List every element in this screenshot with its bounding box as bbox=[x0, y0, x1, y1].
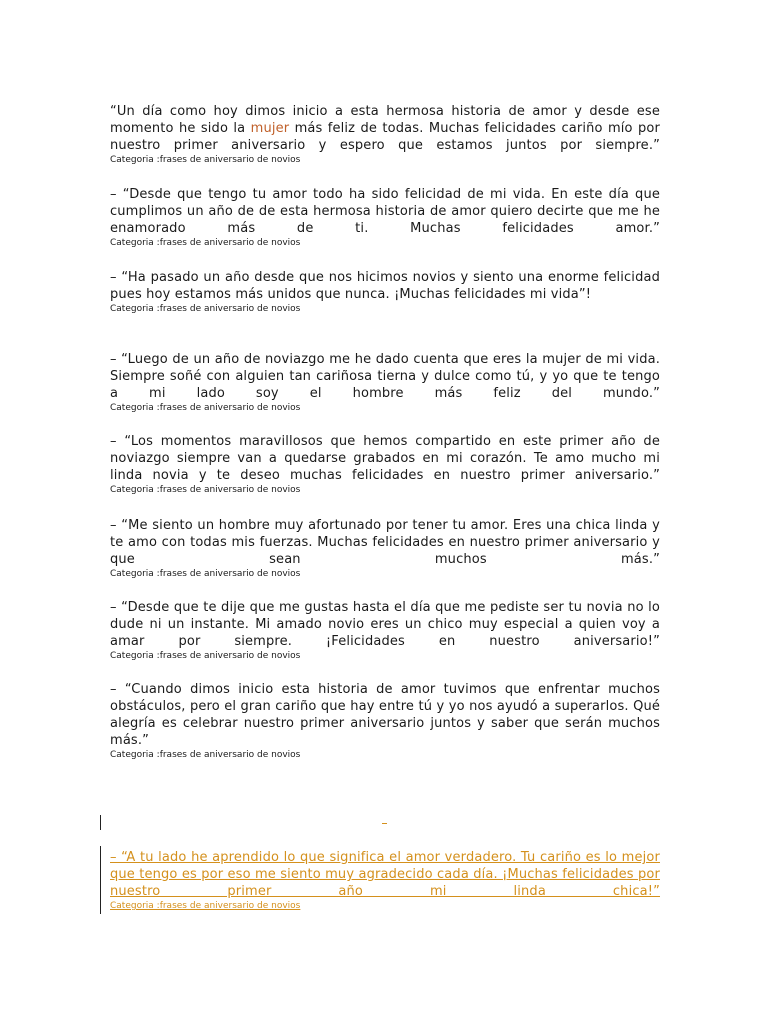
underline-mark bbox=[382, 823, 387, 824]
quote-entry-5 bbox=[110, 433, 660, 496]
highlighted-word: mujer bbox=[250, 121, 290, 136]
quote-text: – “Me siento un hombre muy afortunado por tener tu amor. Eres una chica linda y te amo con todas mis fuerzas. Muchas felicidades en nuestro primer aniversario y que sean muchos más.” bbox=[110, 518, 660, 567]
quote-text: – “Luego de un año de noviazgo me he dado cuenta que eres la mujer de mi vida. Siempre soñé con alguien tan cariñosa tierna y dulce como tú, y yo que te tengo a mi lado soy el hombre más feliz del mundo.” bbox=[110, 352, 660, 401]
quote-entry-7 bbox=[110, 599, 660, 662]
quote-entry-2 bbox=[110, 186, 660, 249]
quote-entry-3 bbox=[110, 269, 660, 315]
quote-text: – “Desde que tengo tu amor todo ha sido felicidad de mi vida. En este día que cumplimos un año de de esta hermosa historia de amor quiero decirte que me he enamorado más de ti. Muchas felicidades amor.” bbox=[110, 187, 660, 236]
category-label: Categoria :frases de aniversario de novios bbox=[110, 238, 301, 248]
text-cursor bbox=[100, 815, 101, 830]
category-label: Categoria :frases de aniversario de novios bbox=[110, 485, 301, 495]
quote-entry-6 bbox=[110, 517, 660, 580]
linked-quote-entry[interactable] bbox=[110, 849, 660, 912]
quote-text: “Un día como hoy dimos inicio a esta hermosa historia de amor y desde ese momento he sido la mujer más feliz de todas. Muchas felicidades cariño mío por nuestro primer aniversario y espero que estamos juntos por siempre.” bbox=[110, 104, 660, 153]
margin-bar bbox=[100, 846, 101, 914]
category-label: Categoria :frases de aniversario de novios bbox=[110, 155, 301, 165]
category-label: Categoria :frases de aniversario de novios bbox=[110, 750, 301, 760]
quote-entry-4 bbox=[110, 351, 660, 414]
category-label: Categoria :frases de aniversario de novios bbox=[110, 403, 301, 413]
quote-text: – “Ha pasado un año desde que nos hicimos novios y siento una enorme felicidad pues hoy estamos más unidos que nunca. ¡Muchas felicidades mi vida”! bbox=[110, 270, 660, 302]
category-label: Categoria :frases de aniversario de novios bbox=[110, 569, 301, 579]
linked-quote-text[interactable]: – “A tu lado he aprendido lo que significa el amor verdadero. Tu cariño es lo mejor que tengo es por eso me siento muy agradecido cada día. ¡Muchas felicidades por nuestro primer año mi linda chica!” bbox=[110, 850, 660, 899]
linked-category-label[interactable]: Categoria :frases de aniversario de novios bbox=[110, 901, 301, 911]
quote-text: – “Los momentos maravillosos que hemos compartido en este primer año de noviazgo siempre van a quedarse grabados en mi corazón. Te amo mucho mi linda novia y te deseo muchas felicidades en nuestro primer aniversario.” bbox=[110, 434, 660, 483]
quote-text: – “Cuando dimos inicio esta historia de amor tuvimos que enfrentar muchos obstáculos, pero el gran cariño que hay entre tú y yo nos ayudó a superarlos. Qué alegría es celebrar nuestro primer aniversario juntos y saber que serán muchos más.” bbox=[110, 682, 660, 748]
quote-entry-8 bbox=[110, 681, 660, 761]
quote-entry-1 bbox=[110, 103, 660, 166]
quote-text: – “Desde que te dije que me gustas hasta el día que me pediste ser tu novia no lo dude ni un instante. Mi amado novio eres un chico muy especial a quien voy a amar por siempre. ¡Felicidades en nuestro aniversario!” bbox=[110, 600, 660, 649]
category-label: Categoria :frases de aniversario de novios bbox=[110, 304, 301, 314]
category-label: Categoria :frases de aniversario de novios bbox=[110, 651, 301, 661]
